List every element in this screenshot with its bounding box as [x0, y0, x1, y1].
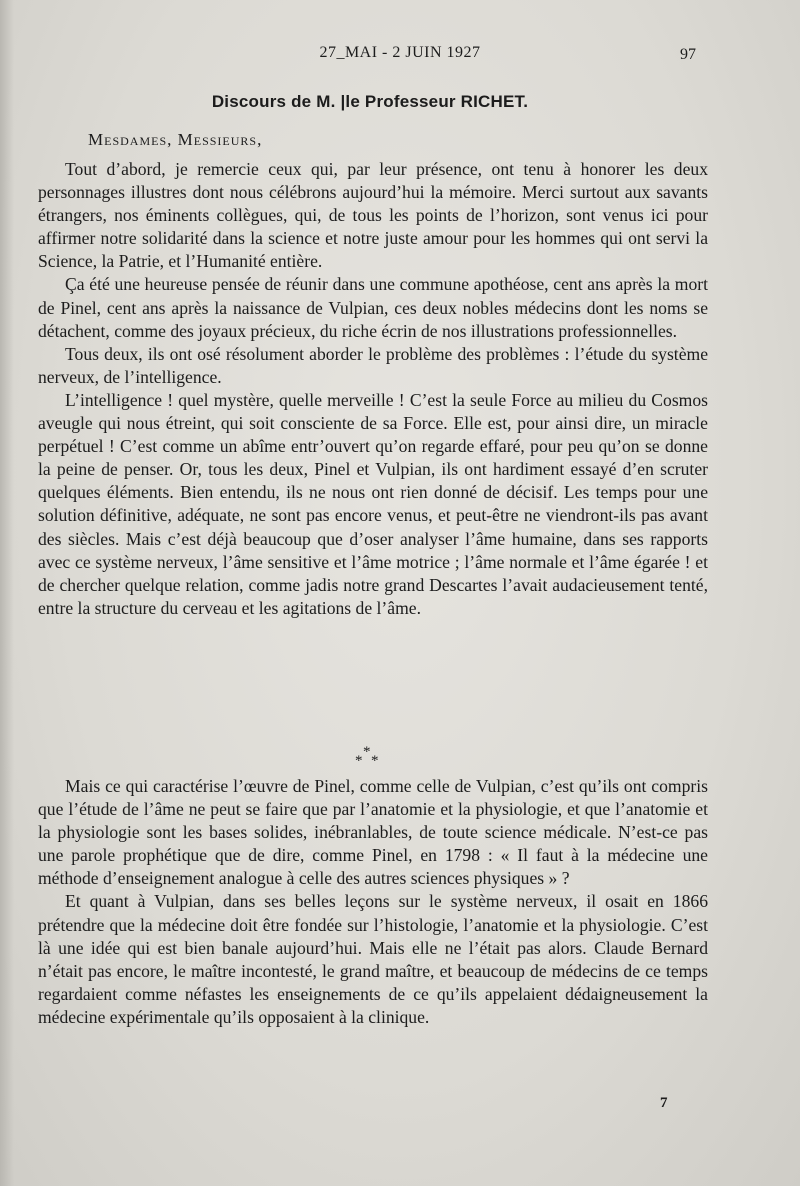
paragraph: Et quant à Vulpian, dans ses belles leçons sur le système nerveux, il osait en 1866 prétendre que la médecine doit être fondée sur l’histologie, l’anatomie et la physiologie. C’est là une idée qui est bien banale aujourd’hui. Mais elle ne l’était pas alors. Claude Bernard n’était pas encore, le maître incontesté, le grand maître, et beaucoup de médecins de ce temps regardaient comme néfastes les enseignements de ce qu’ils appelaient dédaigneusement la médecine expérimentale qu’ils opposaient à la clinique.: [38, 891, 708, 1027]
paragraph: Tout d’abord, je remercie ceux qui, par leur présence, ont tenu à honorer les deux personnages illustres dont nous célébrons aujourd’hui la mémoire. Merci surtout aux savants étrangers, nos éminents collègues, qui, de tous les points de l’horizon, sont venus ici pour affirmer notre solidarité dans la science et notre juste amour pour les hommes qui ont servi la Science, la Patrie, et l’Humanité entière.: [38, 159, 708, 272]
separator-star: *: [355, 753, 363, 769]
paragraph: Tous deux, ils ont osé résolument aborder le problème des problèmes : l’étude du système nerveux, de l’intelligence.: [38, 343, 708, 387]
page-number: 97: [680, 46, 696, 63]
separator-star: *: [371, 753, 379, 769]
paragraph: L’intelligence ! quel mystère, quelle merveille ! C’est la seule Force au milieu du Cosmos aveugle qui nous étreint, qui soit consciente de sa Force. Elle est, pour ainsi dire, un miracle perpétuel ! C’est comme un abîme entr’ouvert qu’on regarde effaré, pour peu qu’on se donne la peine de penser. Or, tous les deux, Pinel et Vulpian, ils ont hardiment essayé d’en scruter quelques éléments. Bien entendu, ils ne nous ont rien donné de décisif. Les temps pour une solution définitive, adéquate, ne sont pas encore venus, et peut-être ne viendront-ils pas avant des siècles. Mais c’est déjà beaucoup que d’oser analyser l’âme humaine, dans ses rapports avec ce système nerveux, l’âme sensitive et l’âme motrice ; l’âme normale et l’âme égarée ! et de chercher quelque relation, comme jadis notre grand Descartes l’avait audacieusement tenté, entre la structure du cerveau et les agitations de l’âme.: [38, 389, 708, 618]
speech-heading: Discours de M. |le Professeur RICHET.: [211, 92, 529, 111]
page-edge-shadow: [0, 0, 14, 1186]
paragraph: Mais ce qui caractérise l’œuvre de Pinel, comme celle de Vulpian, c’est qu’ils ont compris que l’étude de l’âme ne peut se faire que par l’anatomie et la physiologie, et que l’anatomie et la physiologie sont les bases solides, inébranlables, de toute science médicale. N’est-ce pas une parole prophétique que de dire, comme Pinel, en 1798 : « Il faut à la médecine une méthode d’enseignement analogue à celle des autres sciences physiques » ?: [38, 776, 708, 889]
section-separator: [354, 744, 384, 774]
separator-star: *: [363, 744, 371, 760]
signature-mark: 7: [660, 1095, 668, 1111]
salutation: Mesdames, Messieurs,: [88, 130, 263, 149]
section-1: [38, 158, 708, 620]
section-2: [38, 775, 708, 1029]
running-head-title: 27_MAI - 2 JUIN 1927: [319, 44, 481, 61]
paragraph: Ça été une heureuse pensée de réunir dans une commune apothéose, cent ans après la mort de Pinel, cent ans après la naissance de Vulpian, ces deux nobles médecins dont les noms se détachent, comme des joyaux précieux, du riche écrin de nos illustrations professionnelles.: [38, 274, 708, 341]
running-head: [0, 44, 800, 68]
